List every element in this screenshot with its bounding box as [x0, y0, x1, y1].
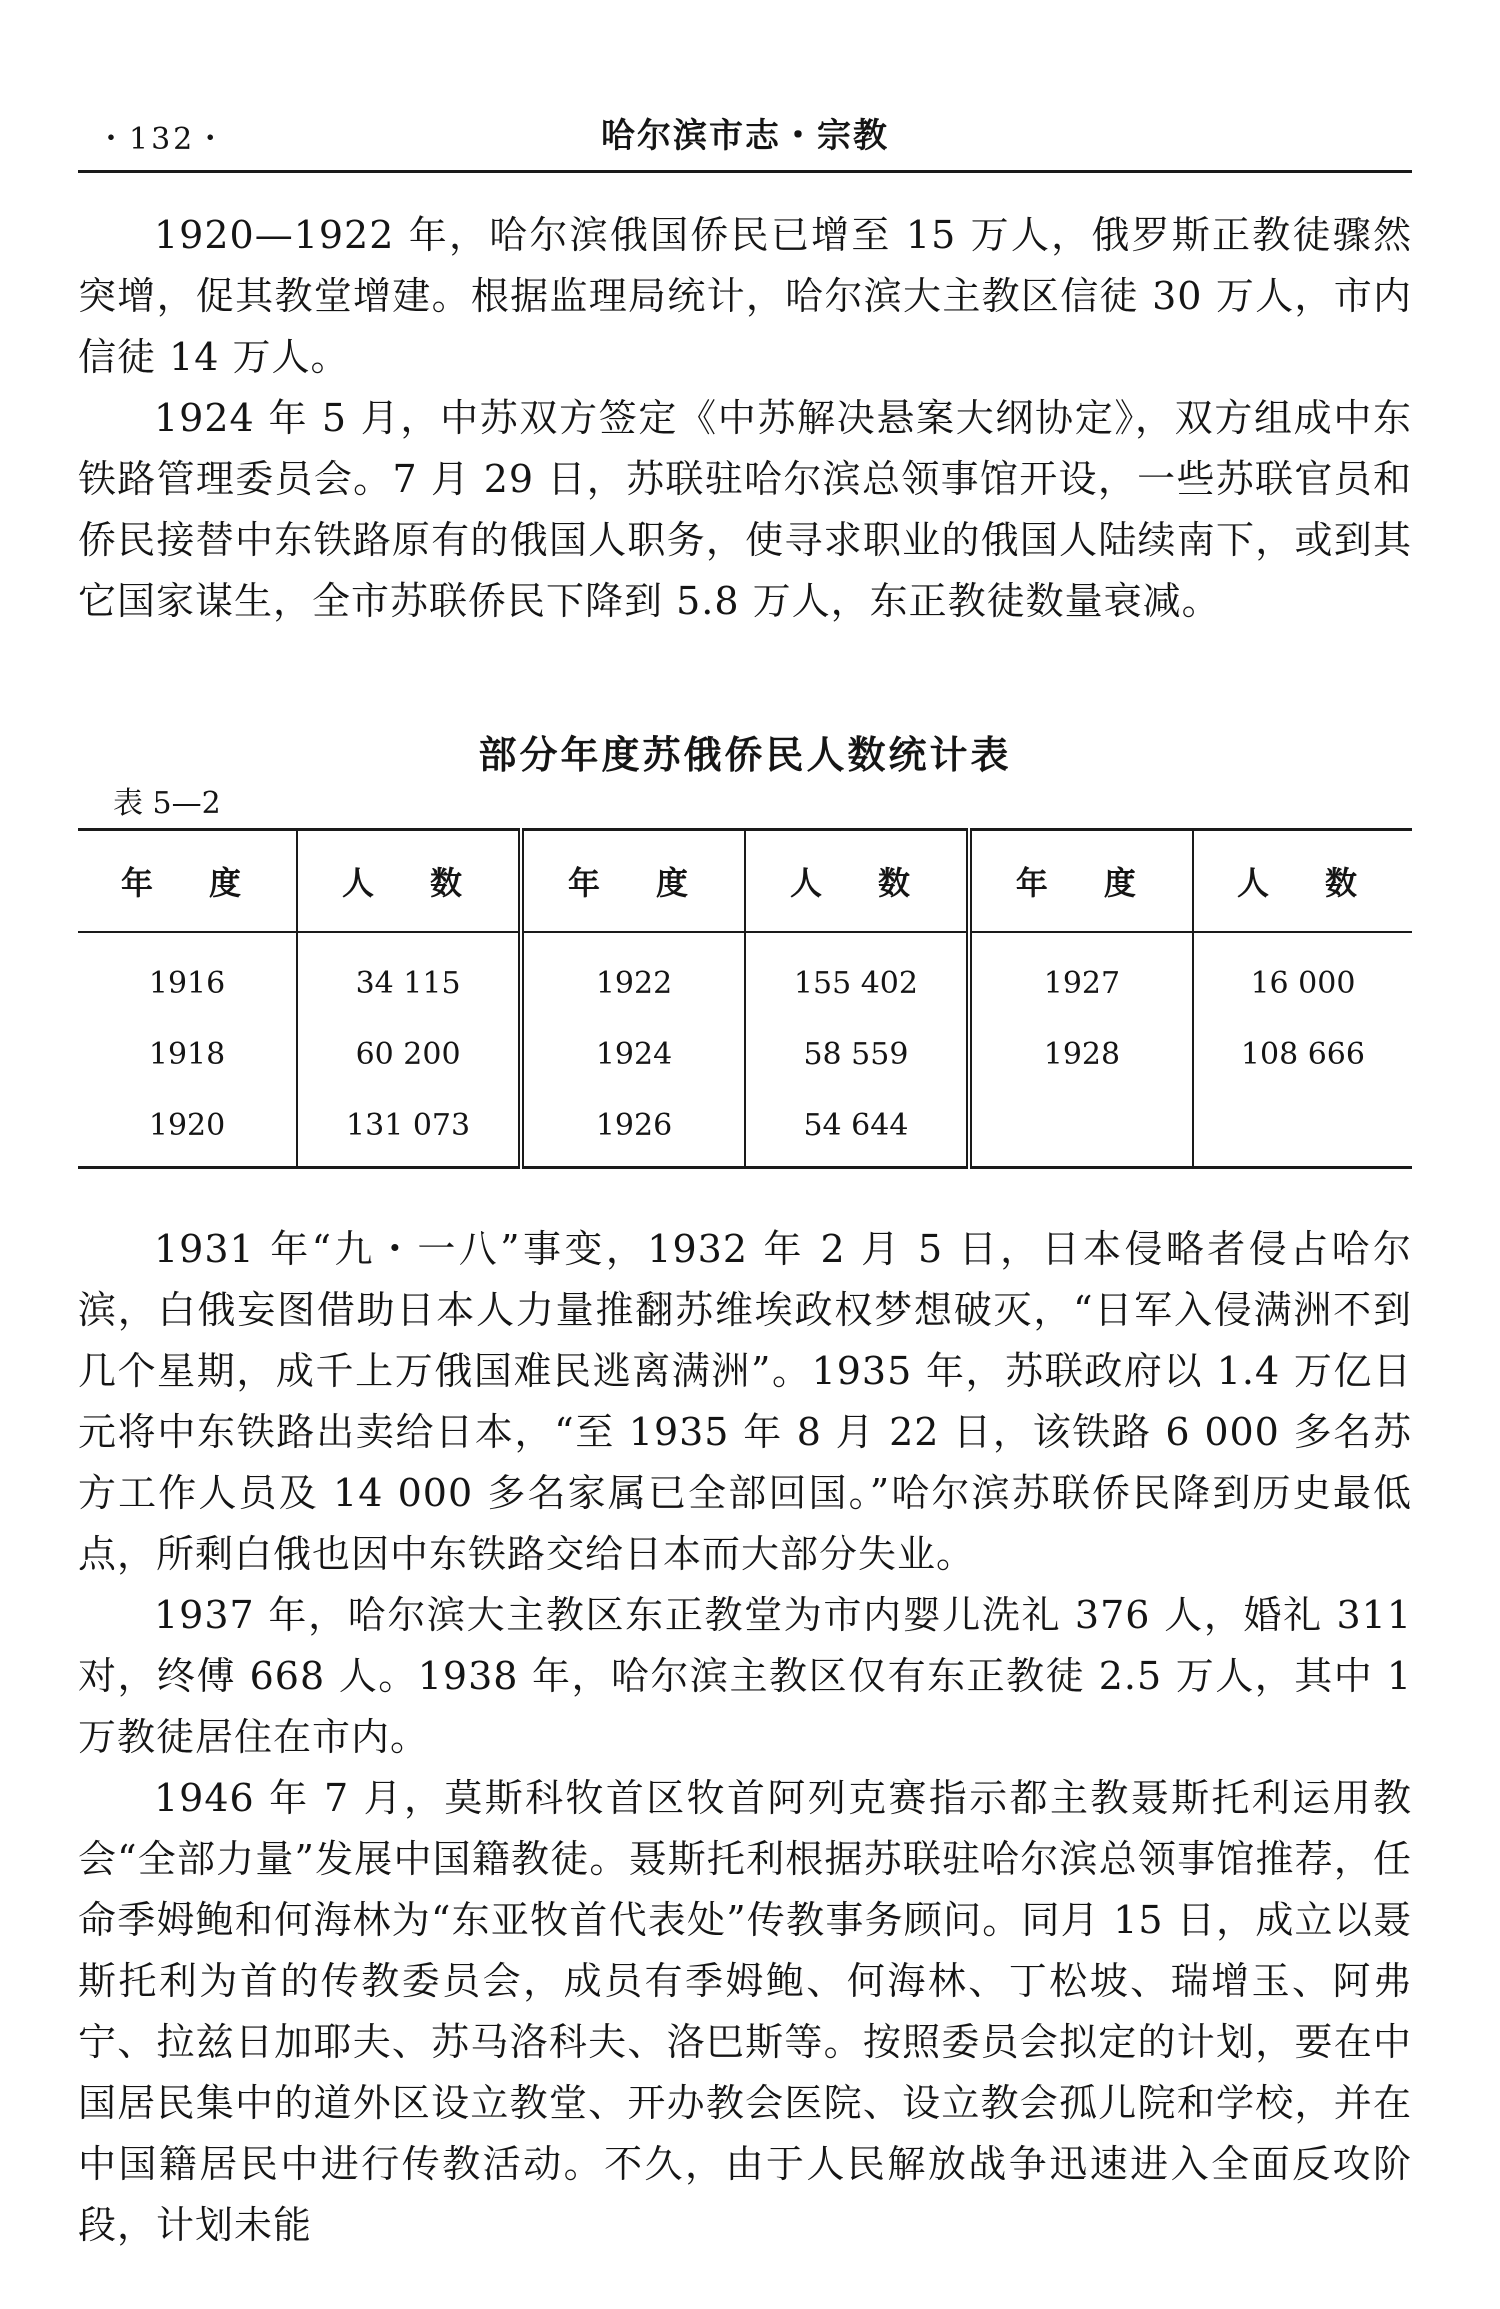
- table-cell-count: 108 666: [1193, 1019, 1412, 1090]
- table-cell-year: [969, 1090, 1193, 1168]
- table-cell-count: 16 000: [1193, 932, 1412, 1019]
- table-label: 表 5—2: [113, 786, 221, 821]
- table-cell-year: 1924: [521, 1019, 745, 1090]
- column-header-count: 人 数: [297, 830, 521, 933]
- paragraph: 1920—1922 年，哈尔滨俄国侨民已增至 15 万人，俄罗斯正教徒骤然突增，促其教堂增建。根据监理局统计，哈尔滨大主教区信徒 30 万人，市内信徒 14 万人。: [78, 213, 1412, 379]
- column-header-count: 人 数: [745, 830, 969, 933]
- table-title: 部分年度苏俄侨民人数统计表: [478, 733, 1012, 777]
- table-cell-year: 1922: [521, 932, 745, 1019]
- running-title: 哈尔滨市志・宗教: [601, 116, 889, 156]
- page-header: [78, 100, 1412, 173]
- column-header-year: 年 度: [969, 830, 1193, 933]
- table-row: [78, 932, 1412, 1019]
- table-cell-count: 54 644: [745, 1090, 969, 1168]
- population-table: [78, 828, 1412, 1169]
- table-cell-count: 131 073: [297, 1090, 521, 1168]
- table-cell-year: 1928: [969, 1019, 1193, 1090]
- table-cell-count: [1193, 1090, 1412, 1168]
- paragraph: 1946 年 7 月，莫斯科牧首区牧首阿列克赛指示都主教聂斯托利运用教会“全部力量”发展中国籍教徒。聂斯托利根据苏联驻哈尔滨总领事馆推荐，任命季姆鲍和何海林为“东亚牧首代表处”传教事务顾问。同月 15 日，成立以聂斯托利为首的传教委员会，成员有季姆鲍、何海林、丁松坡、瑞增玉、阿弗宁、拉兹日加耶夫、苏马洛科夫、洛巴斯等。按照委员会拟定的计划，要在中国居民集中的道外区设立教堂、开办教会医院、设立教会孤儿院和学校，并在中国籍居民中进行传教活动。不久，由于人民解放战争迅速进入全面反攻阶段，计划未能: [78, 1776, 1412, 2247]
- body-text-top: [78, 205, 1412, 632]
- column-header-year: 年 度: [78, 830, 297, 933]
- paragraph: 1931 年“九・一八”事变，1932 年 2 月 5 日，日本侵略者侵占哈尔滨，白俄妄图借助日本人力量推翻苏维埃政权梦想破灭，“日军入侵满洲不到几个星期，成千上万俄国难民逃离满洲”。1935 年，苏联政府以 1.4 万亿日元将中东铁路出卖给日本，“至 1935 年 8 月 22 日，该铁路 6 000 多名苏方工作人员及 14 000 多名家属已全部回国。”哈尔滨苏联侨民降到历史最低点，所剩白俄也因中东铁路交给日本而大部分失业。: [78, 1227, 1412, 1576]
- paragraph: 1937 年，哈尔滨大主教区东正教堂为市内婴儿洗礼 376 人，婚礼 311 对，终傅 668 人。1938 年，哈尔滨主教区仅有东正教徒 2.5 万人，其中 1 万教徒居住在市内。: [78, 1593, 1412, 1759]
- column-header-year: 年 度: [521, 830, 745, 933]
- table-cell-count: 34 115: [297, 932, 521, 1019]
- table-row: [78, 1019, 1412, 1090]
- table-cell-count: 58 559: [745, 1019, 969, 1090]
- document-page: [78, 100, 1412, 2256]
- table-cell-count: 155 402: [745, 932, 969, 1019]
- table-cell-year: 1920: [78, 1090, 297, 1168]
- body-text-bottom: [78, 1219, 1412, 2256]
- table-cell-year: 1927: [969, 932, 1193, 1019]
- table-row: [78, 1090, 1412, 1168]
- page-number: ・132・: [96, 122, 229, 157]
- paragraph: 1924 年 5 月，中苏双方签定《中苏解决悬案大纲协定》，双方组成中东铁路管理委员会。7 月 29 日，苏联驻哈尔滨总领事馆开设，一些苏联官员和侨民接替中东铁路原有的俄国人职务，使寻求职业的俄国人陆续南下，或到其它国家谋生，全市苏联侨民下降到 5.8 万人，东正教徒数量衰减。: [78, 396, 1412, 623]
- table-cell-year: 1918: [148, 1037, 226, 1072]
- column-header-count: 人 数: [1193, 830, 1412, 933]
- table-cell-count: 60 200: [297, 1019, 521, 1090]
- table-header-row: [78, 830, 1412, 933]
- table-cell-year: 1926: [521, 1090, 745, 1168]
- table-cell-year: 1916: [148, 966, 226, 1001]
